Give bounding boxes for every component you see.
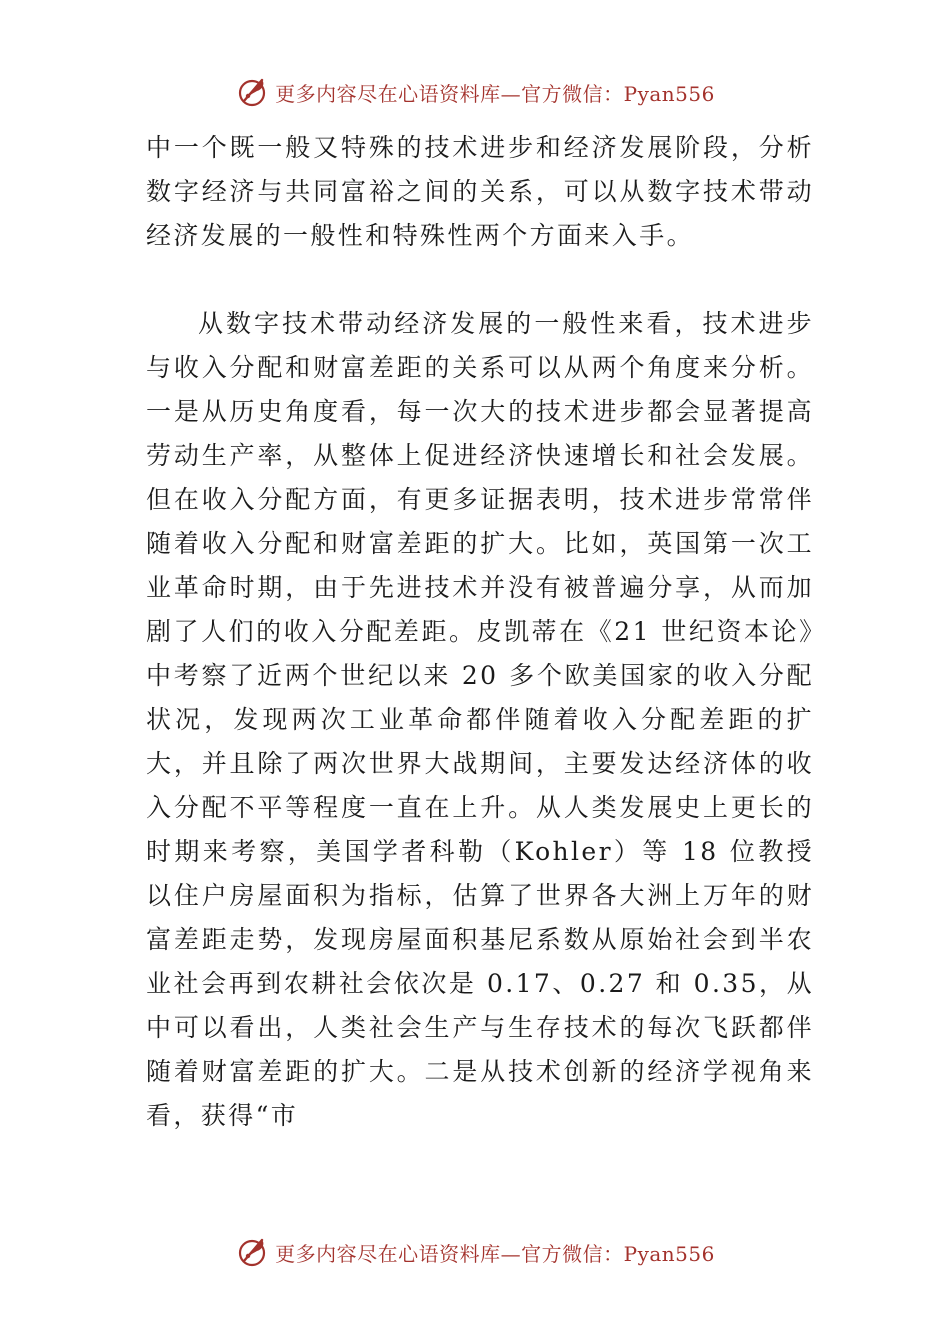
document-body	[146, 126, 814, 1138]
paragraph-2: 从数字技术带动经济发展的一般性来看，技术进步与收入分配和财富差距的关系可以从两个角度来分析。一是从历史角度看，每一次大的技术进步都会显著提高劳动生产率，从整体上促进经济快速增长和社会发展。但在收入分配方面，有更多证据表明，技术进步常常伴随着收入分配和财富差距的扩大。比如，英国第一次工业革命时期，由于先进技术并没有被普遍分享，从而加剧了人们的收入分配差距。皮凯蒂在《21 世纪资本论》中考察了近两个世纪以来 20 多个欧美国家的收入分配状况，发现两次工业革命都伴随着收入分配差距的扩大，并且除了两次世界大战期间，主要发达经济体的收入分配不平等程度一直在上升。从人类发展史上更长的时期来考察，美国学者科勒（Kohler）等 18 位教授以住户房屋面积为指标，估算了世界各大洲上万年的财富差距走势，发现房屋面积基尼系数从原始社会到半农业社会再到农耕社会依次是 0.17、0.27 和 0.35，从中可以看出，人类社会生产与生存技术的每次飞跃都伴随着财富差距的扩大。二是从技术创新的经济学视角来看，获得“市	[146, 309, 814, 1130]
header-banner-text: 更多内容尽在心语资料库—官方微信：Pyan556	[275, 81, 715, 106]
quill-pen-circle-logo-icon	[235, 1234, 271, 1270]
paragraph-1: 中一个既一般又特殊的技术进步和经济发展阶段，分析数字经济与共同富裕之间的关系，可以从数字技术带动经济发展的一般性和特殊性两个方面来入手。	[146, 133, 814, 250]
footer-banner-text: 更多内容尽在心语资料库—官方微信：Pyan556	[275, 1241, 715, 1266]
footer-banner	[0, 1230, 950, 1274]
header-banner	[0, 70, 950, 114]
paragraph-spacer	[146, 258, 814, 302]
quill-pen-circle-logo-icon	[235, 74, 271, 110]
